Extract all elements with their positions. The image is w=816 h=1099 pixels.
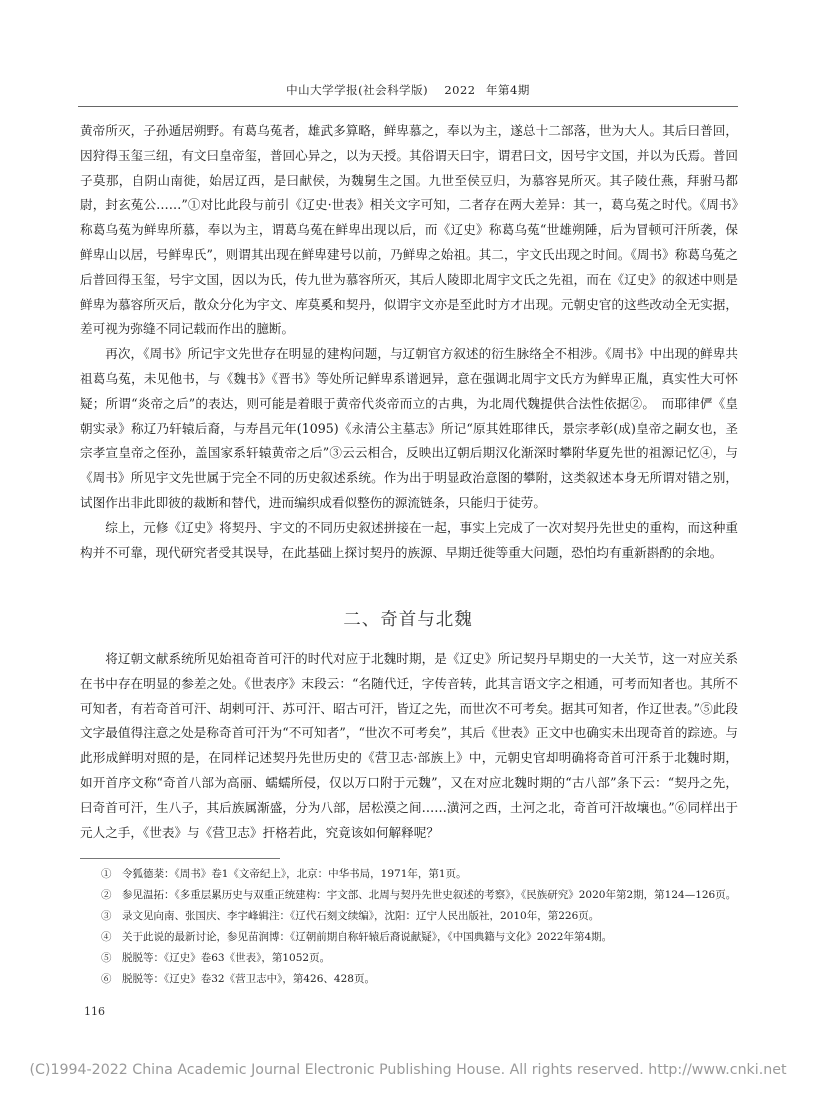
running-head [0,82,816,98]
footnote: ④ 关于此说的最新讨论，参见苗润博：《辽朝前期自称轩辕后裔说献疑》，《中国典籍与文化》2022年第4期。 [101,931,613,943]
paragraph-4: 将辽朝文献系统所见始祖奇首可汗的时代对应于北魏时期，是《辽史》所记契丹早期史的一大关节，这一对应关系在书中存在明显的参差之处。《世表序》末段云：“名随代迁，字传音转，此其言语文字之相通，可考而知者也。其所不可知者，有若奇首可汗、胡剌可汗、苏可汗、昭古可汗，皆辽之先，而世次不可考矣。据其可知者，作辽世表。”⑤此段文字最值得注意之处是称奇首可汗为“不可知者”，“世次不可考矣”，其后《世表》正文中也确实未出现奇首的踪迹。与此形成鲜明对照的是，在同样记述契丹先世历史的《营卫志·部族上》中，元朝史官却明确将奇首可汗系于北魏时期，如开首序文称“奇首八部为高丽、蠕蠕所侵，仅以万口附于元魏”，又在对应北魏时期的“古八部”条下云：“契丹之先，曰奇首可汗，生八子，其后族属渐盛，分为八部，居松漠之间……潢河之西，土河之北，奇首可汗故壤也。”⑥同样出于元人之手，《世表》与《营卫志》扞格若此，究竟该如何解释呢？ [80,651,738,840]
journal-year: 2022 [444,83,476,97]
footnote-rule [80,858,280,859]
paragraph-3: 综上，元修《辽史》将契丹、宇文的不同历史叙述拼接在一起，事实上完成了一次对契丹先世史的重构，而这种重构并不可靠，现代研究者受其误导，在此基础上探讨契丹的族源、早期迁徙等重大问题，恐怕均有重新斟酌的余地。 [80,519,738,560]
paragraph-2: 再次，《周书》所记宇文先世存在明显的建构问题，与辽朝官方叙述的衍生脉络全不相涉。《周书》中出现的鲜卑共祖葛乌菟，未见他书，与《魏书》《晋书》等处所记鲜卑系谱迥异，意在强调北周宇文氏方为鲜卑正胤，真实性大可怀疑；所谓“炎帝之后”的表达，则可能是着眼于黄帝代炎帝而立的古典，为北周代魏提供合法性依据②。 而耶律俨《皇朝实录》称辽乃轩辕后裔，与寿昌元年(1095)《永清公主墓志》所记“原其姓耶律氏，景宗孝彰(成)皇帝之嗣女也，圣宗孝宣皇帝之侄孙，盖国家系轩辕黄帝之后”③云云相合，反映出辽朝后期汉化渐深时攀附华夏先世的祖源记忆④，与《周书》所见宇文先世属于完全不同的历史叙述系统。作为出于明显政治意图的攀附，这类叙述本身无所谓对错之别，试图作出非此即彼的裁断和替代，进而编织成看似整伤的源流链条，只能归于徒劳。 [80,346,738,510]
footnote: ⑥ 脱脱等：《辽史》卷32《营卫志中》，第426、428页。 [101,973,375,985]
footnote: ① 令狐德棻：《周书》卷1《文帝纪上》，北京：中华书局，1971年，第1页。 [101,868,467,880]
header-rule [78,106,738,107]
footnotes [80,864,738,990]
section-heading: 二、奇首与北魏 [343,610,473,630]
body-block-2 [80,647,738,845]
journal-issue: 年第4期 [486,83,530,97]
journal-name: 中山大学学报(社会科学版) [286,83,429,97]
footnote: ③ 录文见向南、张国庆、李宇峰辑注：《辽代石刻文续编》，沈阳：辽宁人民出版社，2010年，第226页。 [101,910,600,922]
body-block-1 [80,119,738,565]
footnote: ⑤ 脱脱等：《辽史》卷63《世表》，第1052页。 [101,952,331,964]
paragraph-1: 黄帝所灭，子孙遁居朔野。有葛乌菟者，雄武多算略，鲜卑慕之，奉以为主，遂总十二部落，世为大人。其后曰普回，因狩得玉玺三纽，有文曰皇帝玺，普回心异之，以为天授。其俗谓天曰宇，谓君曰文，因号宇文国，并以为氏焉。普回子莫那，自阴山南徙，始居辽西，是曰献侯，为魏舅生之国。九世至侯豆归，为慕容晃所灭。其子陵仕燕，拜驸马都尉，封玄菟公……”①对比此段与前引《辽史·世表》相关文字可知，二者存在两大差异：其一，葛乌菟之时代。《周书》称葛乌菟为鲜卑所慕，奉以为主，谓葛乌菟在鲜卑出现以后，而《辽史》称葛乌菟“世雄朔陲，后为冒顿可汗所袭，保鲜卑山以居，号鲜卑氏”，则谓其出现在鲜卑建号以前，乃鲜卑之始祖。其二，宇文氏出现之时间。《周书》称葛乌菟之后普回得玉玺，号宇文国，因以为氏，传九世为慕容所灭，其后人陵即北周宇文氏之先祖，而在《辽史》的叙述中则是鲜卑为慕容所灭后，散众分化为宇文、库莫奚和契丹，似谓宇文亦是至此时方才出现。元朝史官的这些改动全无实据，差可视为弥缝不同记载而作出的臆断。 [80,123,738,337]
copyright-watermark: (C)1994-2022 China Academic Journal Electronic Publishing House. All rights reserved. http://www.cnki.net [29,1062,787,1078]
page-number: 116 [84,1005,105,1018]
footnote: ② 参见温拓：《多重层累历史与双重正统建构：宇文部、北周与契丹先世史叙述的考察》，《民族研究》2020年第2期，第124—126页。 [101,889,737,901]
